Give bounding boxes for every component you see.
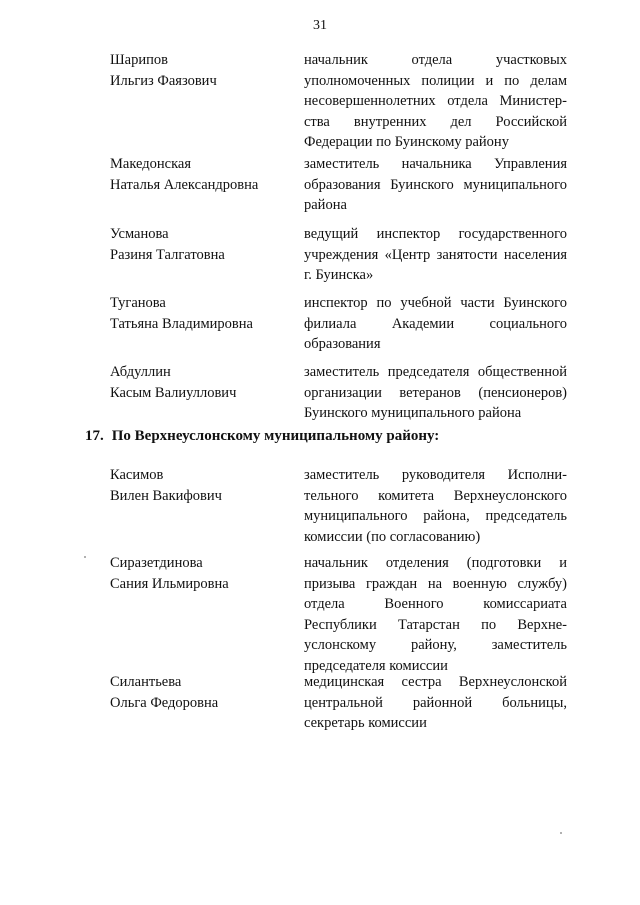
member-position: заместитель руководителя Исполнительного комитета Верхнеуслонского муниципального района, председатель комиссии (по согласованию) <box>304 467 567 545</box>
page-number: 31 <box>313 18 327 33</box>
member-position: заместитель начальника Управления образования Буинского муниципального района <box>304 156 567 213</box>
scan-speck <box>84 556 86 558</box>
member-position: инспектор по учебной части Буинского филиала Академии социального образования <box>304 295 567 352</box>
member-position: начальник отдела участковых уполномоченных полиции и по делам несовершеннолетних отдела Министерства внутренних дел Российской Федерации по Буинскому району <box>304 52 567 150</box>
member-first-names: Вилен Вакифович <box>110 487 222 504</box>
member-name <box>110 293 290 334</box>
member-position: начальник отделения (подготовки и призыва граждан на военную службу) отдела Военного комиссариата Республики Татарстан по Верхнеуслонскому району, заместитель председателя комиссии <box>304 555 567 674</box>
member-last-name: Касимов <box>110 467 164 483</box>
member-first-names: Ильгиз Фаязович <box>110 72 217 89</box>
member-first-names: Разиня Талгатовна <box>110 246 225 263</box>
member-first-names: Сания Ильмировна <box>110 575 229 592</box>
member-name <box>110 224 290 265</box>
member-first-names: Касым Валиуллович <box>110 384 237 401</box>
section-heading <box>85 428 439 445</box>
member-position: заместитель председателя общественной организации ветеранов (пенсионеров) Буинского муниципального района <box>304 364 567 421</box>
member-name <box>110 154 290 195</box>
member-last-name: Силантьева <box>110 674 182 690</box>
member-last-name: Туганова <box>110 295 166 311</box>
member-first-names: Татьяна Владимировна <box>110 315 253 332</box>
member-position: медицинская сестра Верхнеуслонской центральной районной больницы, секретарь комиссии <box>304 674 567 731</box>
member-last-name: Абдуллин <box>110 364 171 380</box>
member-position: ведущий инспектор государственного учреждения «Центр занятости населения г. Буинска» <box>304 226 567 283</box>
member-name <box>110 553 290 594</box>
section-number: 17. <box>85 428 104 444</box>
member-name <box>110 362 290 403</box>
member-name <box>110 672 290 713</box>
member-name <box>110 50 290 91</box>
member-name <box>110 465 290 506</box>
member-last-name: Сиразетдинова <box>110 555 203 571</box>
member-last-name: Усманова <box>110 226 169 242</box>
member-first-names: Наталья Александровна <box>110 176 259 193</box>
section-title: По Верхнеуслонскому муниципальному району: <box>111 428 440 444</box>
scan-speck <box>560 832 562 834</box>
member-last-name: Македонская <box>110 156 192 172</box>
member-last-name: Шарипов <box>110 52 168 68</box>
member-first-names: Ольга Федоровна <box>110 694 219 711</box>
